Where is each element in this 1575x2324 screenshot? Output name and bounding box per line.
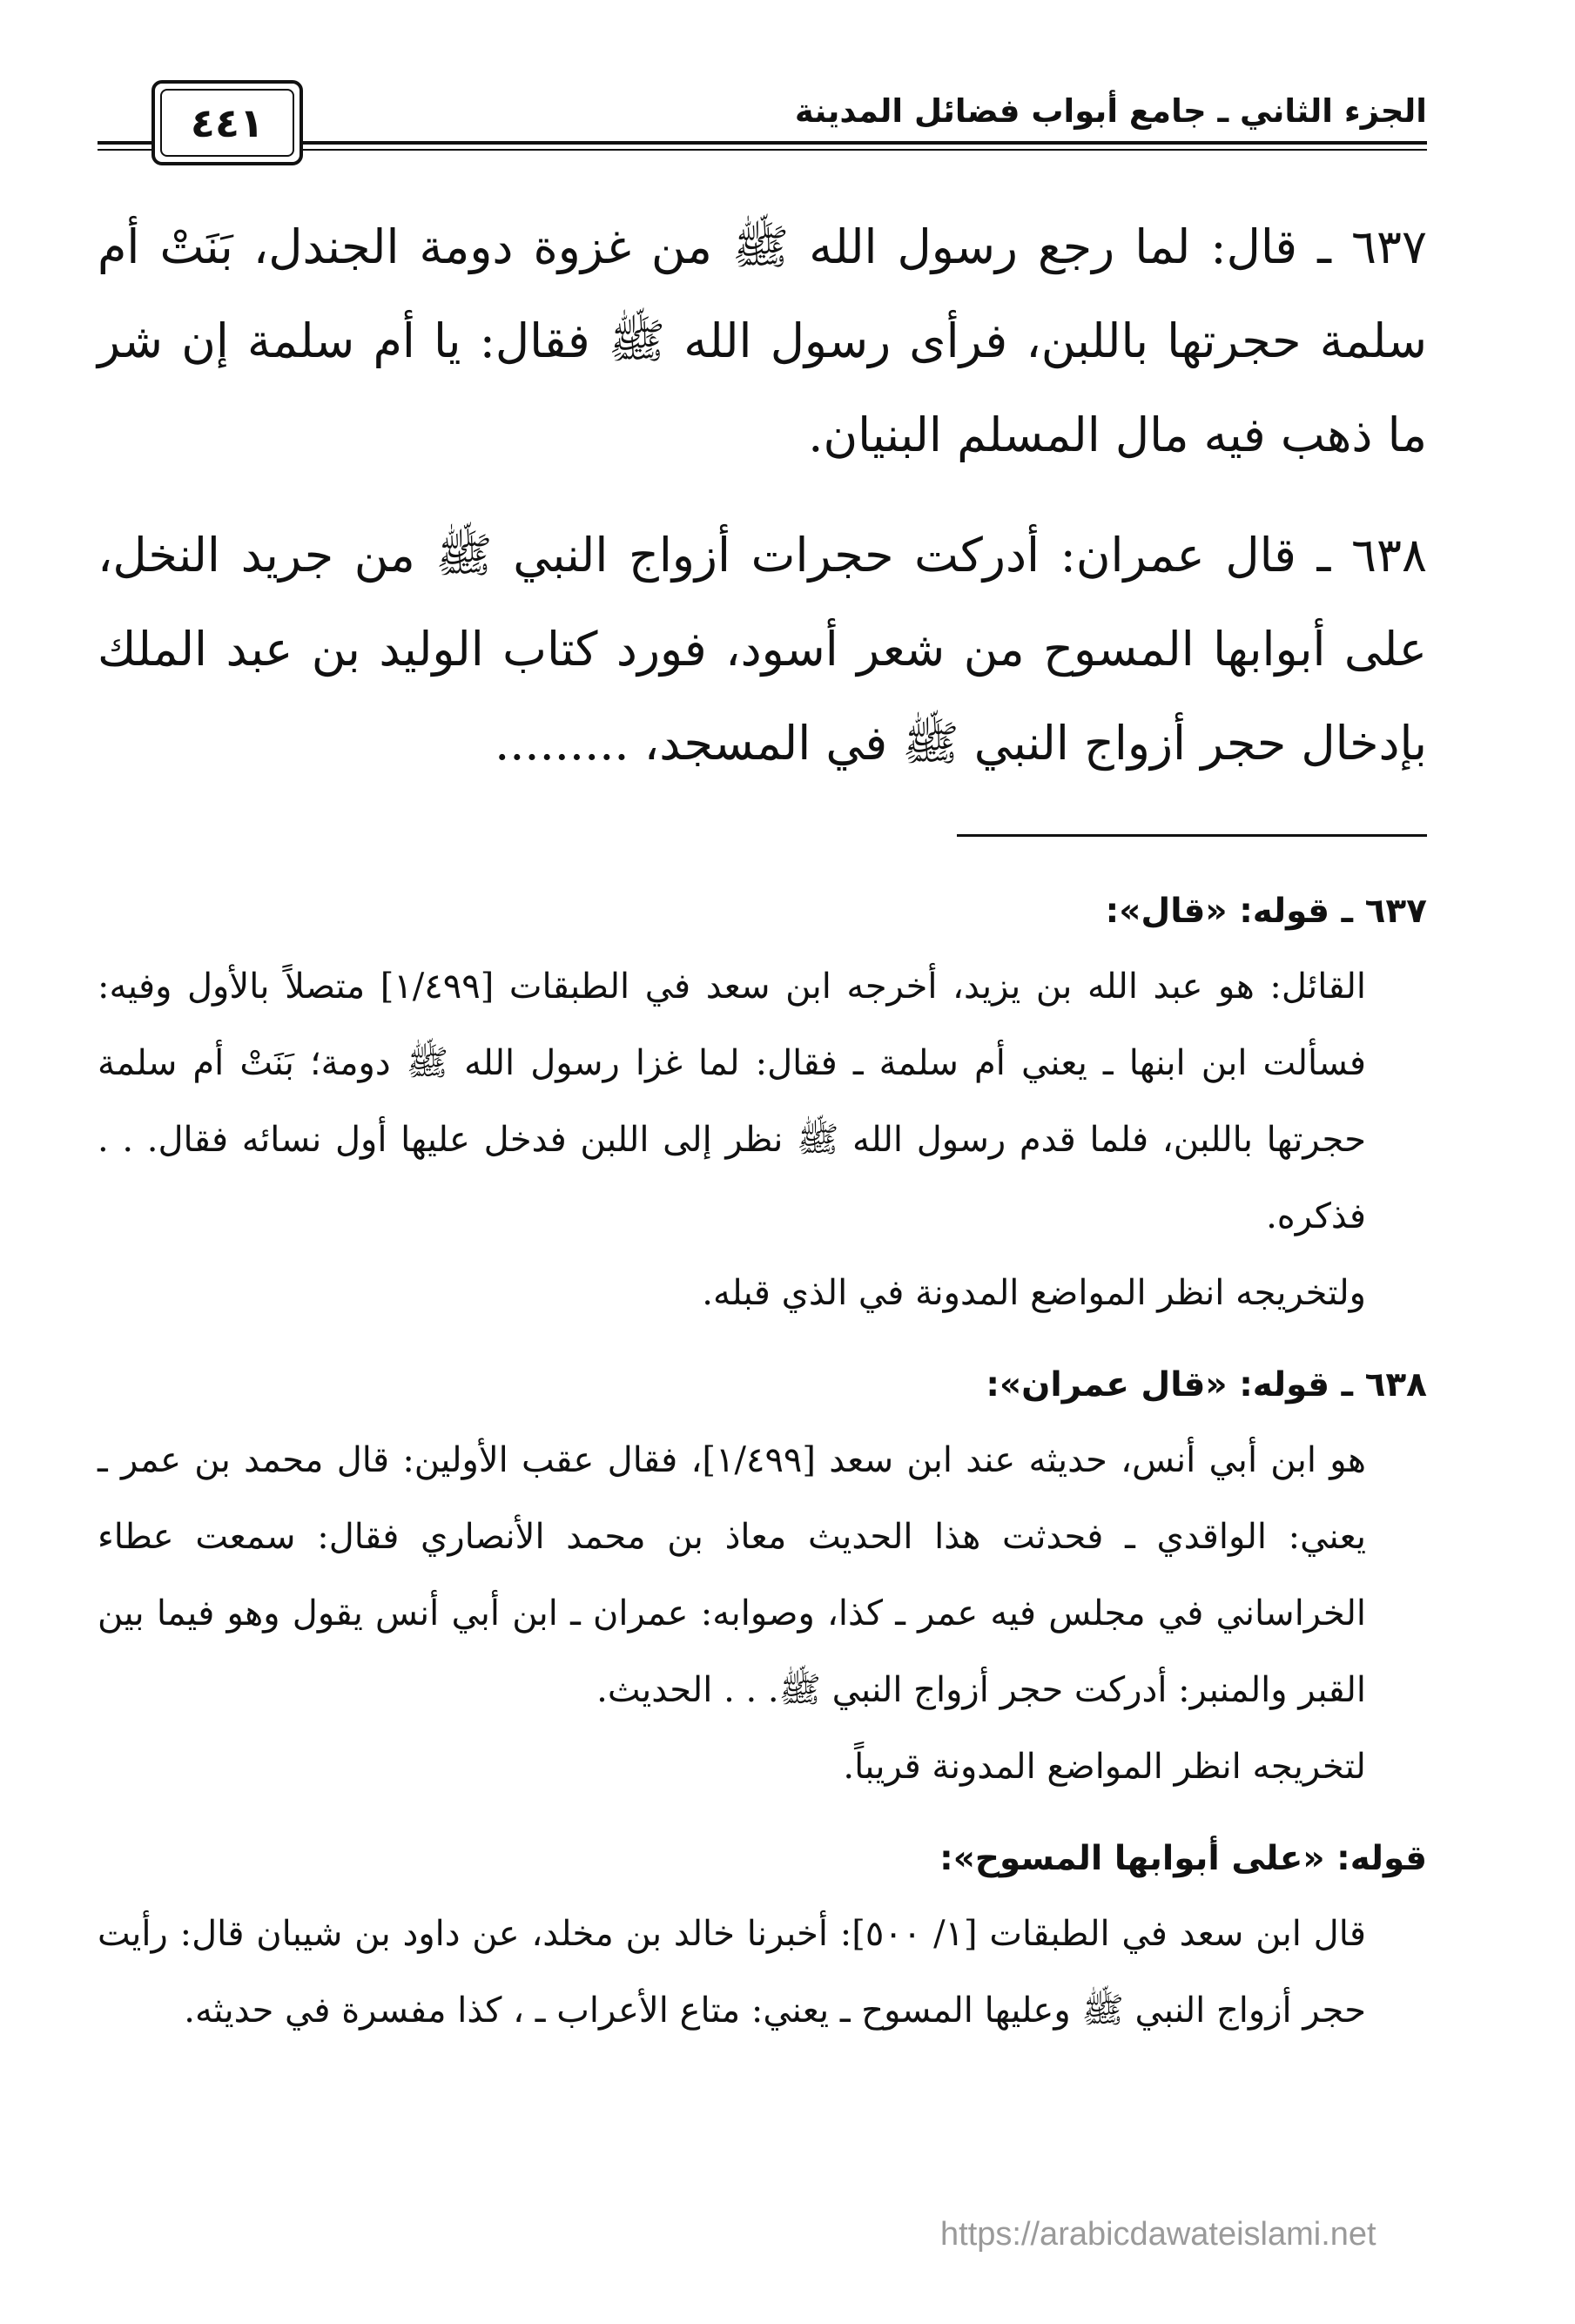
paragraph-637: ٦٣٧ ـ قال: لما رجع رسول الله ﷺ من غزوة دومة الجندل، بَنَتْ أم سلمة حجرتها باللبن، فرأى رسول الله ﷺ فقال: يا أم سلمة إن شر ما ذهب فيه مال المسلم البنيان.	[98, 219, 1427, 462]
main-text	[98, 200, 1427, 791]
footnote-body: القائل: هو عبد الله بن يزيد، أخرجه ابن سعد في الطبقات [١/٤٩٩] متصلاً بالأول وفيه: فسألت ابن ابنها ـ يعني أم سلمة ـ فقال: لما غزا رسول الله ﷺ دومة؛ بَنَتْ أم سلمة حجرتها باللبن، فلما قدم رسول الله ﷺ نظر إلى اللبن فدخل عليها أول نسائه فقال. . . فذكره.	[98, 967, 1366, 1236]
footnote-last-line: لتخريجه انظر المواضع المدونة قريباً.	[843, 1747, 1366, 1787]
footnotes-section	[98, 875, 1427, 2066]
paragraph-638-text: ٦٣٨ ـ قال عمران: أدركت حجرات أزواج النبي ﷺ من جريد النخل، على أبوابها المسوح من شعر أسود، فورد كتاب الوليد بن عبد الملك بإدخال حجر أزواج النبي ﷺ في المسجد،	[98, 528, 1427, 771]
footnote-body: قال ابن سعد في الطبقات [١/ ٥٠٠]: أخبرنا خالد بن مخلد، عن داود بن شيبان قال: رأيت حجر أزواج النبي ﷺ وعليها المسوح ـ يعني: متاع الأعراب ـ ، كذا مفسرة في حديثه.	[98, 1914, 1366, 2031]
page-header	[98, 80, 1427, 167]
footnote-last-line: ولتخريجه انظر المواضع المدونة في الذي قبله.	[702, 1273, 1366, 1313]
ellipsis-dots: .........	[495, 716, 629, 771]
footnote-heading: قوله: «على أبوابها المسوح»:	[939, 1839, 1427, 1878]
footnote-separator	[957, 834, 1427, 837]
page-number: ٤٤١	[160, 89, 294, 157]
footnote-body: هو ابن أبي أنس، حديثه عند ابن سعد [١/٤٩٩]، فقال عقب الأولين: قال محمد بن عمر ـ يعني: الواقدي ـ فحدثت هذا الحديث معاذ بن محمد الأنصاري فقال: سمعت عطاء الخراساني في مجلس فيه عمر ـ كذا، وصوابه: عمران ـ ابن أبي أنس يقول وهو فيما بين القبر والمنبر: أدركت حجر أزواج النبي ﷺ. . . الحديث.	[98, 1440, 1366, 1710]
running-title: الجزء الثاني ـ جامع أبواب فضائل المدينة	[794, 92, 1427, 130]
footnote-638	[98, 1349, 1427, 1805]
paragraph-638	[98, 509, 1427, 791]
page-number-frame	[151, 80, 303, 165]
footnote-heading: ٦٣٧ ـ قوله: «قال»:	[1105, 892, 1427, 931]
footnote-heading: ٦٣٨ ـ قوله: «قال عمران»:	[986, 1365, 1427, 1405]
watermark-url: https://arabicdawateislami.net	[940, 2216, 1376, 2253]
footnote-abwabiha	[98, 1822, 1427, 2049]
footnote-637	[98, 875, 1427, 1331]
